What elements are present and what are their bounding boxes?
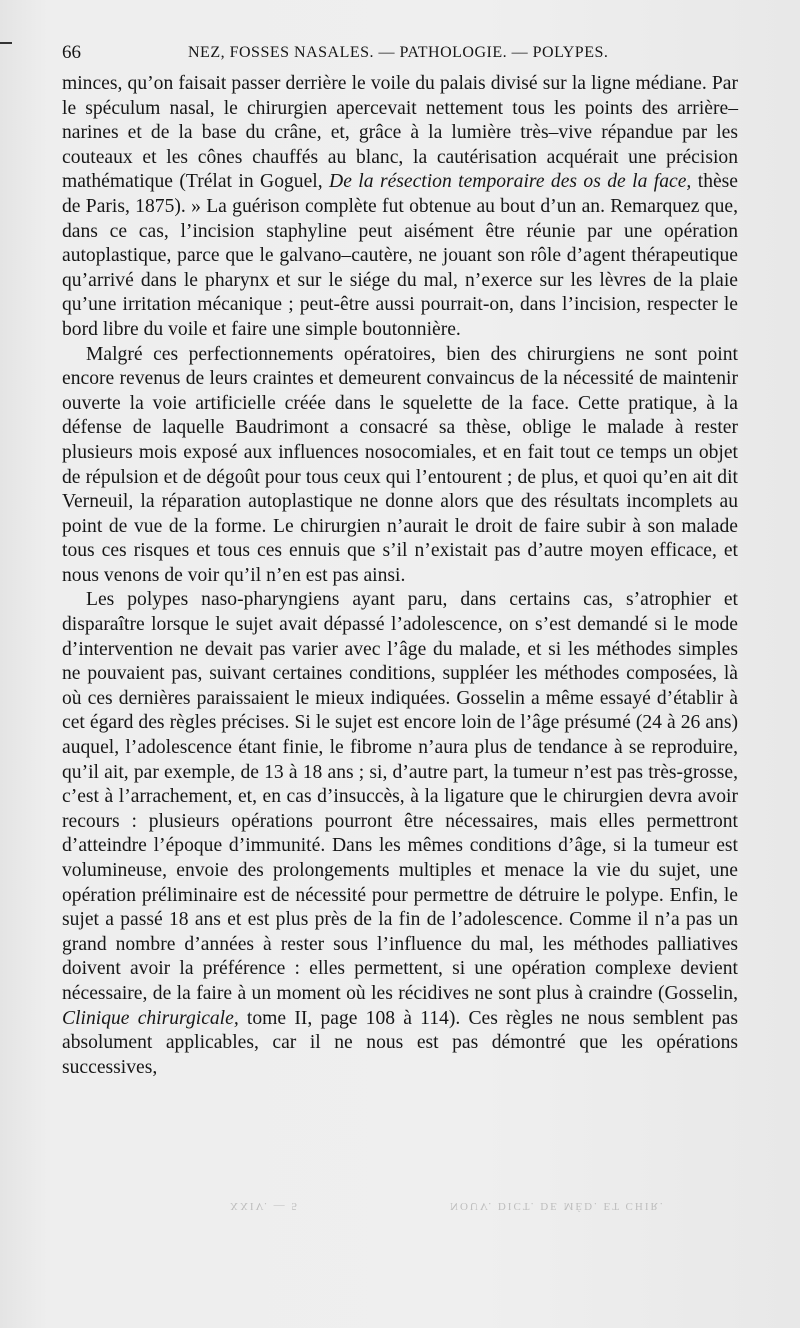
text-segment: Les polypes naso-pharyngiens ayant paru, dans certains cas, s’atrophier et disparaître lorsque le sujet avait dépassé l’adolescence, on s’est demandé si le mode d’intervention ne devait pas varier avec l’âge du malade, et si les méthodes simples ne pouvaient pas, suivant certaines conditions, suppléer les méthodes composées, là où ces dernières paraissaient le mieux indiquées. Gosselin a même essayé d’établir à cet égard des règles précises. Si le sujet est encore loin de l’âge présumé (24 à 26 ans) auquel, l’adolescence étant finie, le fibrome n’aura plus de tendance à se reproduire, qu’il ait, par exemple, de 13 à 18 ans ; si, d’autre part, la tumeur n’est pas très-grosse, c’est à l’arrachement, et, en cas d’insuccès, à la ligature que le chirurgien devra avoir recours : plusieurs opérations pourront être nécessaires, mais elles permettront d’atteindre l’époque d’immunité. Dans les mêmes conditions d’âge, si la tumeur est volumineuse, envoie des prolongements multiples et menace la vie du sujet, une opération préliminaire est de nécessité pour permettre de détruire le polype. Enfin, le sujet a passé 18 ans et est plus près de la fin de l’adolescence. Comme il n’a pas un grand nombre d’années à rester sous l’influence du mal, les méthodes palliatives doivent avoir la préférence : elles permettent, si une opération complexe devient nécessaire, de la faire à un moment où les récidives ne sont plus à craindre (Gosselin, xyxy=(62,589,738,1004)
running-head: NEZ, FOSSES NASALES. — PATHOLOGIE. — POLYPES. xyxy=(188,44,609,61)
paragraph xyxy=(62,588,738,1080)
page-number: 66 xyxy=(62,42,81,63)
bleed-through-title: NOUV. DICT. DE MÉD. ET CHIR. xyxy=(450,1200,665,1212)
italic-citation: De la résection temporaire des os de la face, xyxy=(329,171,692,193)
paragraph xyxy=(62,343,738,589)
page-header xyxy=(62,40,742,66)
text-segment: Malgré ces perfectionnements opératoires, bien des chirurgiens ne sont point encore revenus de leurs craintes et demeurent convaincus de la nécessité de maintenir ouverte la voie artificielle créée dans le squelette de la face. Cette pratique, à la défense de laquelle Baudrimont a consacré sa thèse, oblige le malade à rester plusieurs mois exposé aux influences nosocomiales, et en fait tout ce temps un objet de répulsion et de dégoût pour tous ceux qui l’entourent ; de plus, et quoi qu’en ait dit Verneuil, la réparation autoplastique ne donne alors que des résultats incomplets au point de vue de la forme. Le chirurgien n’aurait le droit de faire subir à son malade tous ces risques et tous ces ennuis que s’il n’existait pas d’autre moyen efficace, et nous venons de voir qu’il n’en est pas ainsi. xyxy=(62,343,738,586)
text-segment: tome II, page 108 à 114). Ces règles ne nous semblent pas absolument applicables, car il ne nous est pas démontré que les opérations successives, xyxy=(62,1007,738,1078)
body-text xyxy=(62,72,738,1080)
text-segment: minces, qu’on faisait passer derrière le voile du palais divisé sur la ligne médiane. Par le spéculum nasal, le chirurgien apercevait nettement tous les points des arrière–narines et de la base du crâne, et, grâce à la lumière très–vive répandue par les couteaux et les cônes chauffés au blanc, la cautérisation acquérait une précision mathématique (Trélat in Goguel, xyxy=(62,73,738,193)
paragraph xyxy=(62,72,738,343)
page-edge-mark xyxy=(0,42,12,44)
italic-citation: Clinique chirurgicale, xyxy=(62,1007,239,1029)
bleed-through-signature: XXIV. — 5 xyxy=(230,1200,299,1212)
text-segment: thèse de Paris, 1875). » La guérison complète fut obtenue au bout d’un an. Remarquez que, dans ce cas, l’incision staphyline peut aisément être réunie par une opération autoplastique, parce que le galvano–cautère, ne jouant son rôle d’agent thérapeutique qu’arrivé dans le pharynx et sur le siége du mal, n’exerce sur les lèvres de la plaie qu’une irritation mécanique ; peut-être aussi pourrait-on, dans l’incision, respecter le bord libre du voile et faire une simple boutonnière. xyxy=(62,171,739,340)
